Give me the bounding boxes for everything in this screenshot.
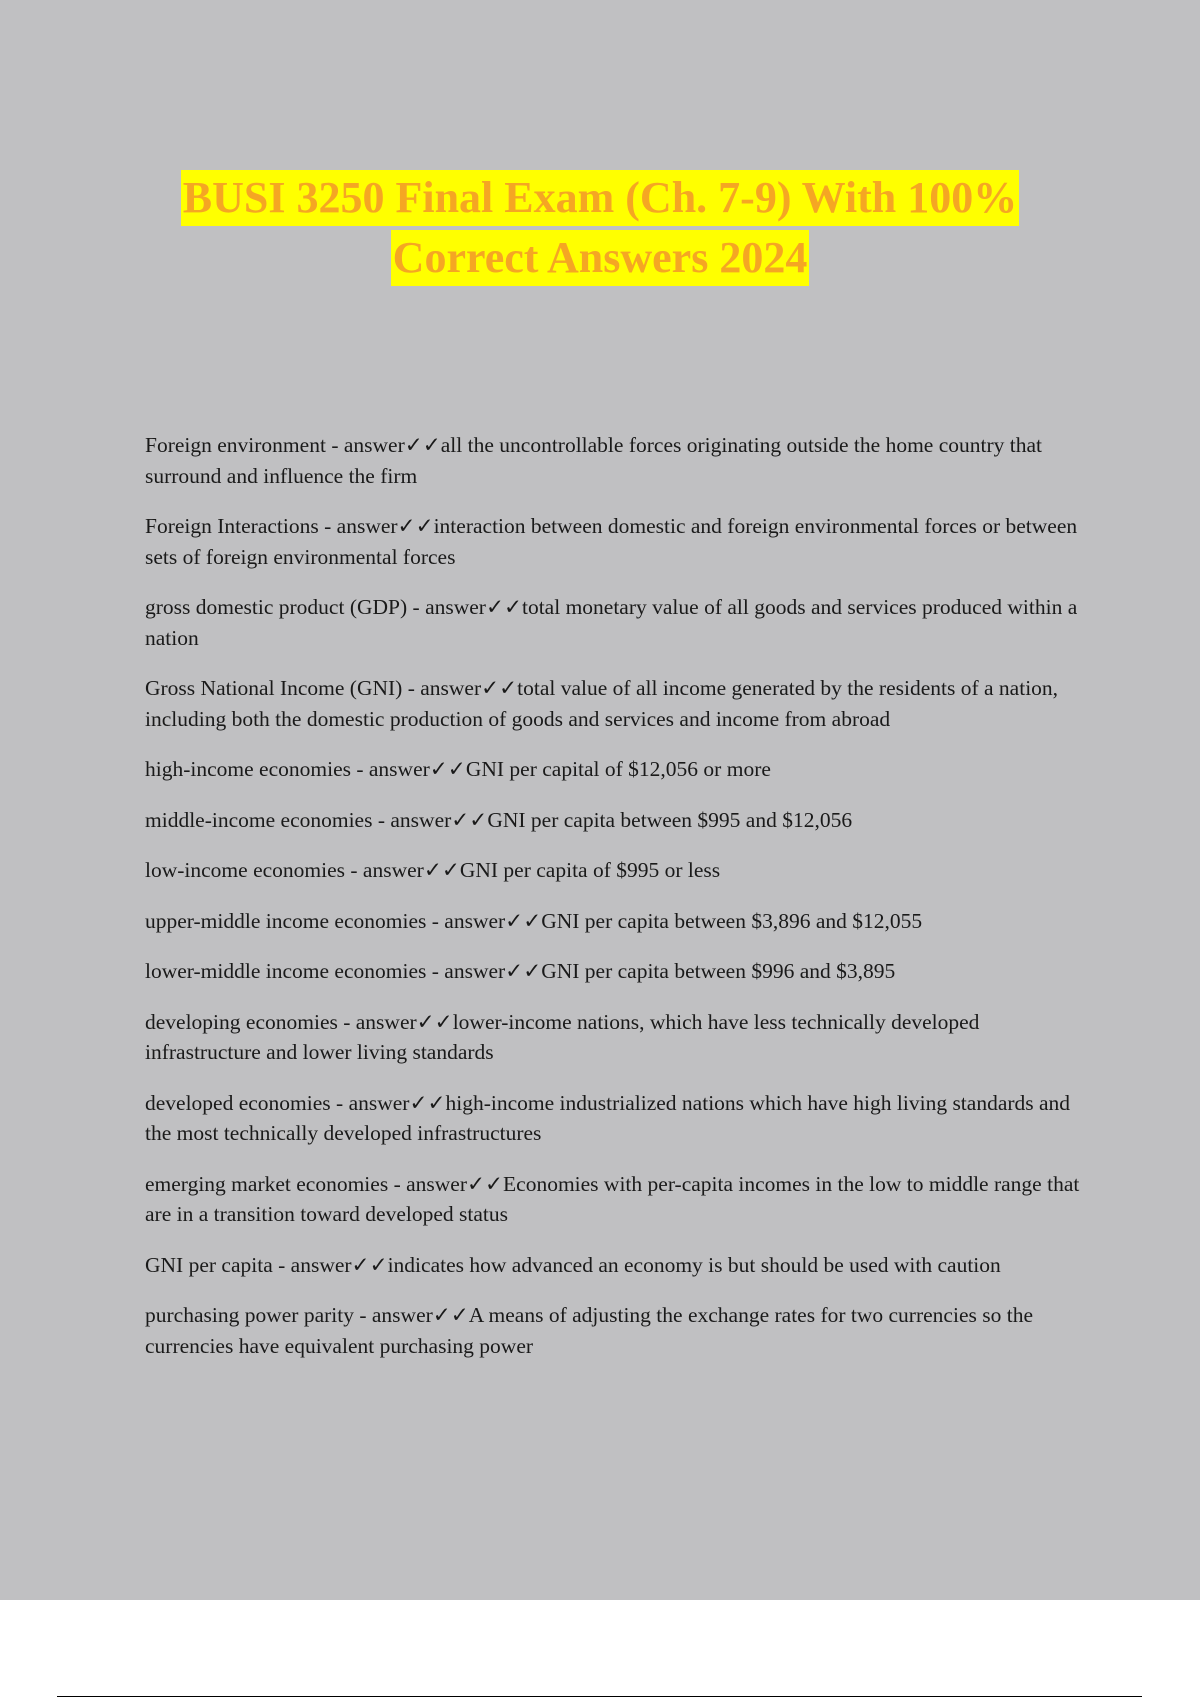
list-item: [145, 855, 1090, 886]
term: low-income economies: [145, 858, 346, 882]
list-item: [145, 956, 1090, 987]
term: purchasing power parity: [145, 1303, 354, 1327]
term: gross domestic product (GDP): [145, 595, 408, 619]
answer-separator: - answer✓✓: [350, 757, 466, 781]
answer-separator: - answer✓✓: [345, 858, 460, 882]
list-item: [145, 430, 1090, 491]
definition: indicates how advanced an economy is but should be used with caution: [387, 1252, 1001, 1277]
term: emerging market economies: [145, 1171, 389, 1196]
answer-separator: - answer✓✓: [388, 1171, 504, 1196]
title-line-2: Correct Answers 2024: [391, 230, 810, 286]
list-item: [145, 1088, 1090, 1149]
list-item: [145, 805, 1090, 836]
answer-separator: - answer✓✓: [402, 676, 518, 700]
term: high-income economies: [145, 757, 351, 781]
term: Foreign Interactions: [145, 514, 319, 538]
definition: high-income industrialized nations which have high living standards and the most technically developed infrastructures: [145, 1090, 1071, 1145]
definition: GNI per capital of $12,056 or more: [465, 757, 771, 781]
answer-separator: - answer✓✓: [426, 959, 542, 983]
list-item: [145, 1169, 1090, 1230]
term: middle-income economies: [145, 807, 373, 832]
definition: GNI per capita between $3,896 and $12,055: [541, 908, 923, 933]
term: upper-middle income economies: [145, 908, 427, 933]
definition: A means of adjusting the exchange rates for two currencies so the currencies have equivalent purchasing power: [145, 1303, 1033, 1358]
document-title: [0, 170, 1200, 286]
list-item: [145, 754, 1090, 785]
definition: interaction between domestic and foreign environmental forces or between sets of foreign environmental forces: [145, 514, 1078, 569]
term: lower-middle income economies: [145, 959, 427, 983]
term: GNI per capita: [145, 1252, 273, 1277]
answer-separator: - answer✓✓: [330, 1090, 446, 1115]
answer-separator: - answer✓✓: [318, 514, 434, 538]
list-item: [145, 1250, 1090, 1281]
answer-separator: - answer✓✓: [272, 1252, 388, 1277]
definition: all the uncontrollable forces originating outside the home country that surround and influence the firm: [145, 433, 1042, 488]
list-item: [145, 1007, 1090, 1068]
answer-separator: - answer✓✓: [407, 595, 522, 619]
list-item: [145, 906, 1090, 937]
answer-separator: - answer✓✓: [337, 1009, 453, 1034]
definition: total monetary value of all goods and services produced within a nation: [145, 595, 1078, 650]
list-item: [145, 1300, 1090, 1361]
definition: total value of all income generated by the residents of a nation, including both the domestic production of goods and services and income from abroad: [145, 676, 1059, 731]
term: Gross National Income (GNI): [145, 676, 403, 700]
definition: lower-income nations, which have less technically developed infrastructure and lower living standards: [145, 1009, 980, 1064]
definition: GNI per capita between $995 and $12,056: [487, 807, 853, 832]
term: developed economies: [145, 1090, 331, 1115]
definition: GNI per capita between $996 and $3,895: [541, 959, 896, 983]
list-item: [145, 511, 1090, 572]
title-line-1: BUSI 3250 Final Exam (Ch. 7-9) With 100%: [181, 170, 1019, 226]
answer-separator: - answer✓✓: [372, 807, 488, 832]
definition: Economies with per-capita incomes in the low to middle range that are in a transition toward developed status: [145, 1171, 1080, 1226]
answer-separator: - answer✓✓: [426, 908, 542, 933]
answer-separator: - answer✓✓: [325, 433, 441, 457]
term: developing economies: [145, 1009, 338, 1034]
list-item: [145, 673, 1090, 734]
list-item: [145, 592, 1090, 653]
answer-separator: - answer✓✓: [353, 1303, 469, 1327]
definitions-list: [145, 430, 1090, 1381]
definition: GNI per capita of $995 or less: [459, 858, 721, 882]
term: Foreign environment: [145, 433, 326, 457]
page-divider: [57, 1696, 1142, 1697]
